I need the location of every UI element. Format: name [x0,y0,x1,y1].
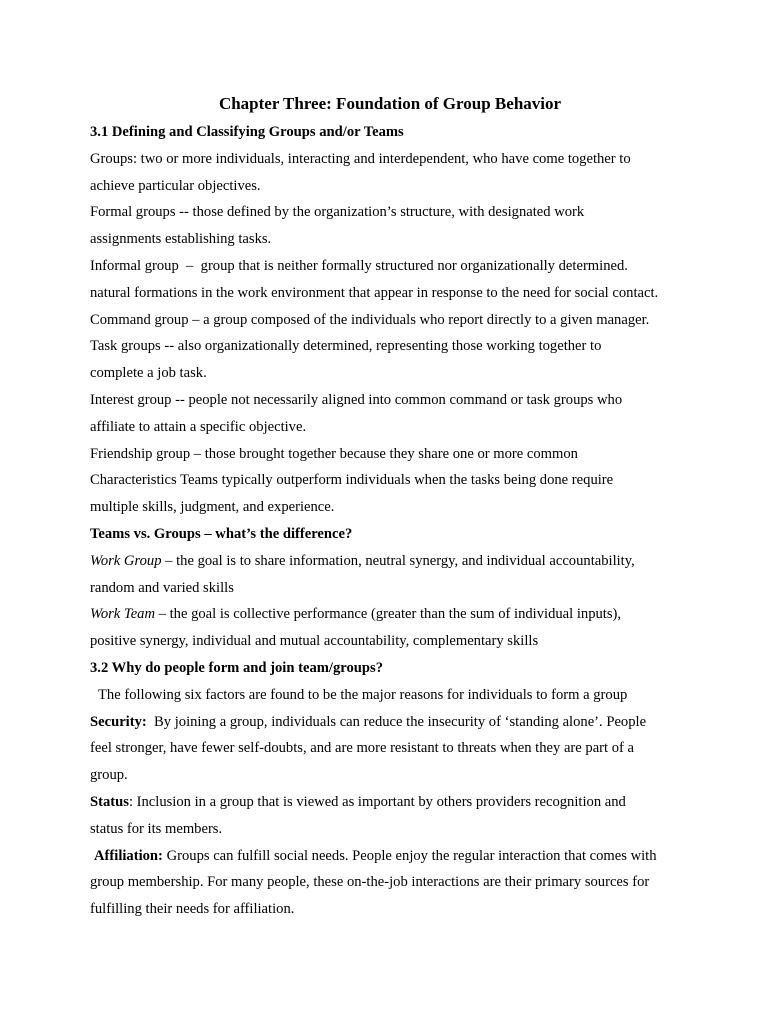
security-line-3: group. [90,767,128,784]
informal-group-line-2: natural formations in the work environment that appear in response to the need for social contact. [90,284,659,301]
formal-groups-line-2: assignments establishing tasks. [90,231,272,248]
formal-groups-line-1: Formal groups -- those defined by the organization’s structure, with designated work [90,204,585,221]
security-line-1 [90,709,690,736]
task-groups-line-1: Task groups -- also organizationally determined, representing those working together to [90,338,602,355]
six-factors-intro: The following six factors are found to be the major reasons for individuals to form a group [98,686,628,703]
informal-group-line-1: Informal group – group that is neither formally structured nor organizationally determined. [90,257,628,274]
command-group-line: Command group – a group composed of the individuals who report directly to a given manager. [90,311,650,328]
section-3-1-heading: 3.1 Defining and Classifying Groups and/or Teams [90,124,404,140]
work-team-line-2: positive synergy, individual and mutual accountability, complementary skills [90,633,539,650]
work-group-description: – the goal is to share information, neutral synergy, and individual accountability, [161,552,635,569]
teams-vs-groups-heading: Teams vs. Groups – what’s the difference? [90,525,353,542]
affiliation-line-2: group membership. For many people, these on-the-job interactions are their primary sources for [90,874,650,891]
status-line-2: status for its members. [90,820,223,837]
affiliation-description: Groups can fulfill social needs. People enjoy the regular interaction that comes with [162,847,657,864]
friendship-group-line-1: Friendship group – those brought together because they share one or more common [90,445,578,462]
work-team-line-1 [90,601,690,628]
interest-group-line-2: affiliate to attain a specific objective. [90,418,307,435]
groups-definition-line-1: Groups: two or more individuals, interacting and interdependent, who have come together to [90,150,631,167]
affiliation-line-1 [90,843,690,870]
chapter-title: Chapter Three: Foundation of Group Behavior [218,94,562,113]
work-group-line-1 [90,548,690,575]
work-team-description: – the goal is collective performance (greater than the sum of individual inputs), [155,606,622,623]
work-team-term: Work Team [90,606,156,623]
document-page [90,90,690,923]
status-description: : Inclusion in a group that is viewed as important by others providers recognition and [128,793,626,810]
work-group-term: Work Group [90,552,162,569]
status-term: Status [90,793,129,810]
friendship-group-line-2: Characteristics Teams typically outperform individuals when the tasks being done require [90,472,614,489]
security-term: Security: [90,713,147,730]
affiliation-term: Affiliation: [94,847,163,864]
interest-group-line-1: Interest group -- people not necessarily aligned into common command or task groups who [90,391,623,408]
security-line-2: feel stronger, have fewer self-doubts, and are more resistant to threats when they are part of a [90,740,635,757]
status-line-1 [90,789,690,816]
task-groups-line-2: complete a job task. [90,365,207,382]
security-description: By joining a group, individuals can reduce the insecurity of ‘standing alone’. People [146,713,647,730]
friendship-group-line-3: multiple skills, judgment, and experience. [90,499,335,516]
work-group-line-2: random and varied skills [90,579,234,596]
section-3-2-heading: 3.2 Why do people form and join team/groups? [90,659,383,676]
affiliation-line-3: fulfilling their needs for affiliation. [90,901,295,918]
groups-definition-line-2: achieve particular objectives. [90,177,261,194]
